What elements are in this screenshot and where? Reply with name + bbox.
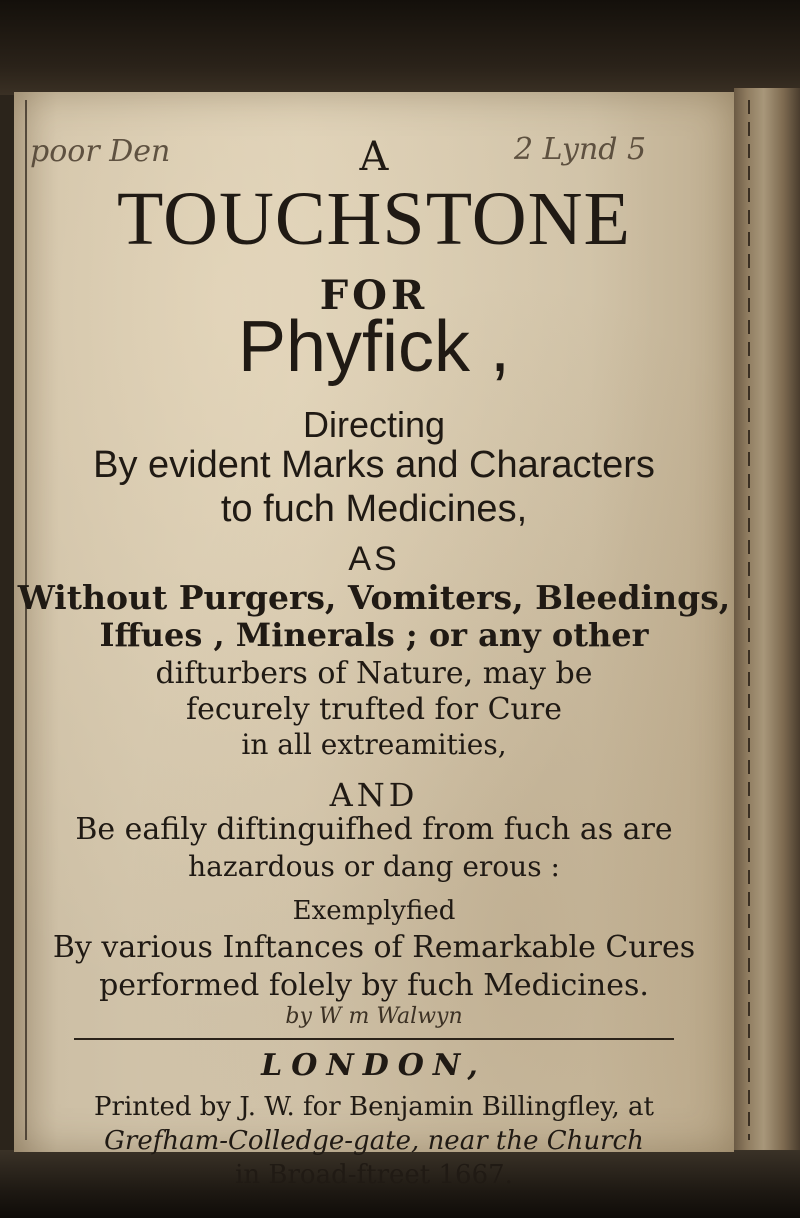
manuscript-note-left: poor Den bbox=[30, 134, 171, 169]
text-line-2: to fuch Medicines, bbox=[220, 488, 528, 530]
title-page bbox=[14, 92, 734, 1190]
text-line-10: By various Inftances of Remarkable Cures bbox=[52, 930, 696, 965]
title-for: FOR bbox=[319, 272, 429, 319]
imprint-line-3: in Broad-ftreet 1667. bbox=[235, 1160, 513, 1190]
text-directing: Directing bbox=[302, 404, 446, 445]
imprint-line-1: Printed by J. W. for Benjamin Billingfley, at bbox=[94, 1092, 654, 1122]
imprint-rule bbox=[74, 1038, 674, 1040]
scan-left-border bbox=[0, 95, 14, 1150]
text-as: AS bbox=[348, 540, 400, 578]
title-heading: TOUCHSTONE bbox=[117, 177, 631, 261]
scan-top-border bbox=[0, 0, 800, 95]
text-line-8: Be eafily diftinguifhed from fuch as are bbox=[75, 812, 673, 847]
text-line-5: difturbers of Nature, may be bbox=[155, 656, 593, 691]
text-line-11: performed folely by fuch Medicines. bbox=[99, 968, 649, 1003]
gutter-stitching bbox=[748, 100, 750, 1140]
text-line-3: Without Purgers, Vomiters, Bleedings, bbox=[17, 578, 731, 617]
text-line-9: hazardous or dang erous : bbox=[188, 850, 560, 883]
title-article: A bbox=[359, 134, 389, 180]
text-line-6: fecurely trufted for Cure bbox=[186, 692, 562, 727]
binding-gutter bbox=[734, 88, 800, 1152]
imprint-line-2: Grefham-Colledge-gate, near the Church bbox=[104, 1126, 644, 1156]
text-and: AND bbox=[329, 776, 419, 814]
handwritten-author: by W m Walwyn bbox=[285, 1004, 463, 1029]
text-line-1: By evident Marks and Characters bbox=[93, 444, 655, 486]
title-subject: Phyfick , bbox=[237, 307, 511, 387]
imprint-city: LONDON, bbox=[261, 1048, 487, 1083]
manuscript-note-right: 2 Lynd 5 bbox=[514, 132, 647, 167]
text-line-7: in all extreamities, bbox=[241, 728, 507, 761]
text-line-4: Iffues , Minerals ; or any other bbox=[99, 616, 649, 654]
text-exemplyfied: Exemplyfied bbox=[292, 896, 456, 926]
